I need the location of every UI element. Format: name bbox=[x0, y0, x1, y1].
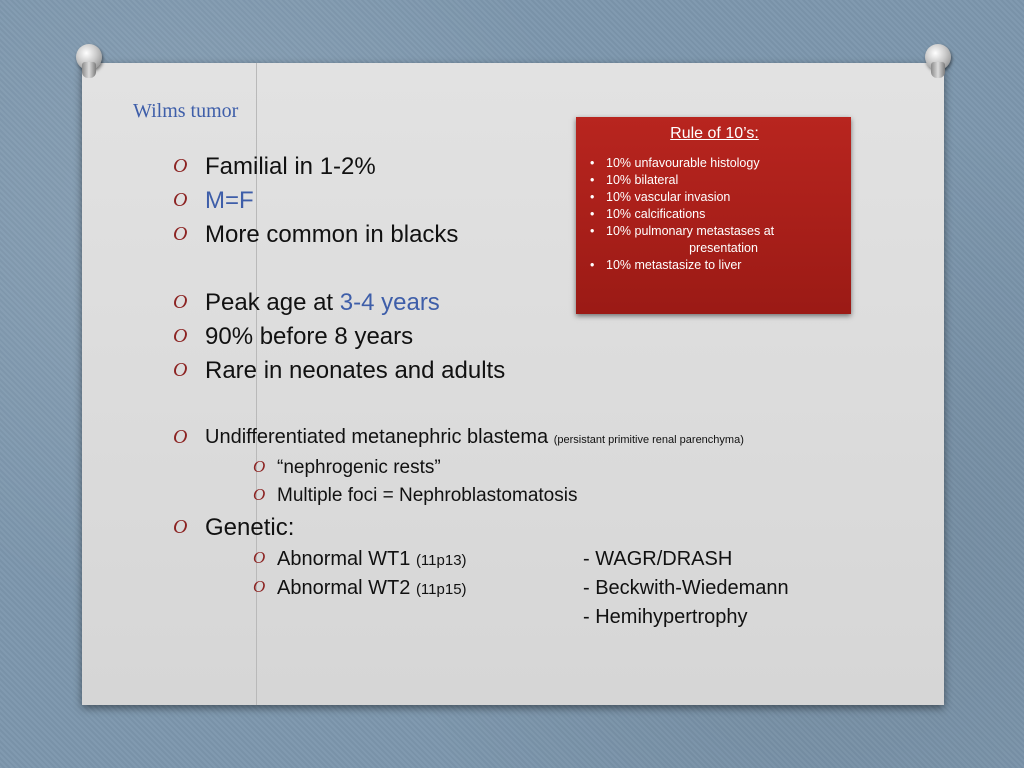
bullet-icon: O bbox=[253, 485, 266, 504]
bullet-race bbox=[173, 221, 459, 249]
rule-item: • 10% bilateral bbox=[588, 172, 841, 189]
bullet-highlight: 3-4 years bbox=[339, 289, 440, 316]
bullet-text: Genetic: bbox=[205, 514, 295, 541]
rule-item: • 10% vascular invasion bbox=[588, 189, 841, 206]
bullet-icon: O bbox=[173, 189, 188, 211]
rule-box-title: Rule of 10’s: bbox=[670, 125, 759, 142]
bullet-text: Rare in neonates and adults bbox=[205, 357, 506, 384]
bullet-text: Peak age at bbox=[205, 289, 340, 316]
bullet-text: 90% before 8 years bbox=[205, 323, 414, 350]
bullet-before-8 bbox=[173, 323, 414, 351]
slide-title: Wilms tumor bbox=[133, 100, 239, 122]
syndrome-wagr: - WAGR/DRASH bbox=[583, 548, 733, 570]
syndrome-beckwith: - Beckwith-Wiedemann bbox=[583, 577, 789, 599]
bullet-icon: O bbox=[173, 325, 188, 347]
rule-list-end bbox=[588, 257, 841, 274]
left-pushpin-icon bbox=[76, 44, 102, 70]
sub-bullet-wt2 bbox=[253, 577, 467, 600]
sub-bullet-foci bbox=[253, 485, 578, 507]
bullet-note: (11p15) bbox=[415, 581, 467, 598]
sub-bullet-rests bbox=[253, 457, 441, 479]
rule-item: • 10% pulmonary metastases at bbox=[588, 223, 841, 240]
bullet-text: Undifferentiated metanephric blastema bbox=[205, 426, 549, 448]
bullet-icon: O bbox=[253, 457, 266, 476]
bullet-text: “nephrogenic rests” bbox=[277, 457, 441, 478]
syndrome-hemihypertrophy: - Hemihypertrophy bbox=[583, 606, 748, 628]
bullet-icon: O bbox=[173, 155, 188, 177]
rule-item: • 10% calcifications bbox=[588, 206, 841, 223]
bullet-text: Multiple foci = Nephroblastomatosis bbox=[277, 485, 578, 506]
rule-item: • 10% unfavourable histology bbox=[588, 155, 841, 172]
bullet-icon: O bbox=[173, 426, 188, 448]
bullet-blastema bbox=[173, 426, 744, 449]
bullet-text: Abnormal WT1 bbox=[277, 548, 411, 570]
right-pushpin-icon bbox=[925, 44, 951, 70]
bullet-note: (11p13) bbox=[415, 552, 467, 569]
bullet-familial bbox=[173, 153, 376, 181]
bullet-text: Abnormal WT2 bbox=[277, 577, 411, 599]
bullet-peak-age bbox=[173, 289, 440, 317]
bullet-genetic bbox=[173, 514, 295, 542]
bullet-icon: O bbox=[173, 291, 188, 313]
rule-list bbox=[588, 155, 841, 240]
bullet-icon: O bbox=[173, 223, 188, 245]
bullet-text: More common in blacks bbox=[205, 221, 459, 248]
bullet-text: Familial in 1-2% bbox=[205, 153, 376, 180]
bullet-rare bbox=[173, 357, 506, 385]
bullet-icon: O bbox=[173, 516, 188, 538]
rule-of-tens-box bbox=[576, 117, 851, 314]
bullet-icon: O bbox=[253, 548, 266, 567]
rule-item-continuation: presentation bbox=[689, 241, 758, 255]
bullet-icon: O bbox=[173, 359, 188, 381]
sub-bullet-wt1 bbox=[253, 548, 467, 571]
bullet-note: (persistant primitive renal parenchyma) bbox=[553, 434, 744, 446]
rule-item: • 10% metastasize to liver bbox=[588, 257, 841, 274]
bullet-text: M=F bbox=[205, 187, 254, 214]
bullet-sex-ratio bbox=[173, 187, 254, 215]
bullet-icon: O bbox=[253, 577, 266, 596]
